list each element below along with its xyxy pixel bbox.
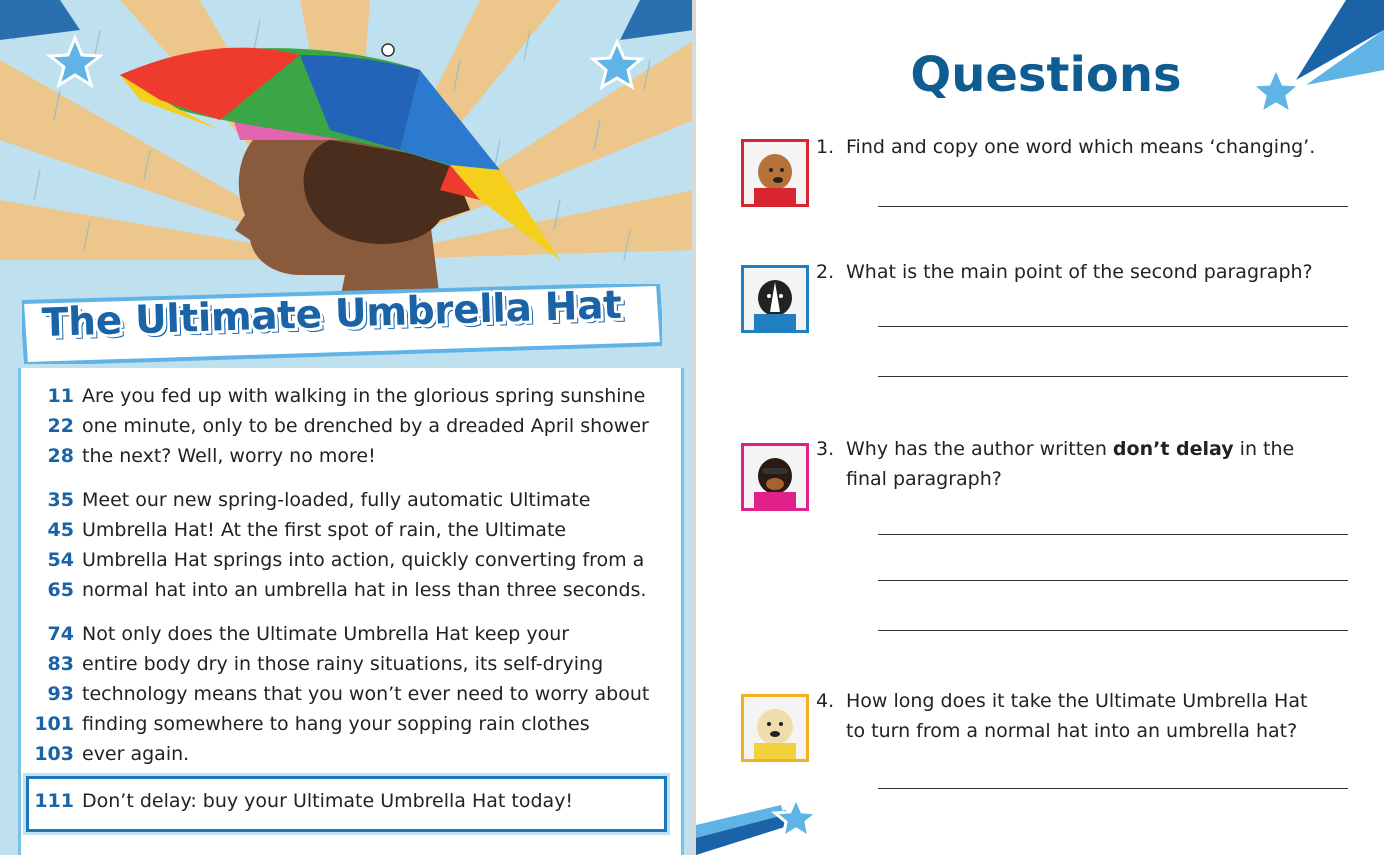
text-line: [30, 545, 670, 575]
line-number: 93: [47, 683, 74, 705]
text-line: [30, 649, 670, 679]
question-text: in the: [1233, 438, 1295, 460]
text-line: [30, 709, 670, 739]
line-text: one minute, only to be drenched by a dreaded April shower: [82, 415, 649, 437]
answer-line[interactable]: [878, 206, 1348, 207]
question-text-bold: don’t delay: [1112, 438, 1234, 460]
question-3: [816, 434, 1346, 494]
question-number: 2.: [816, 261, 835, 283]
line-text: finding somewhere to hang your sopping rain clothes: [82, 713, 590, 735]
line-text: Are you fed up with walking in the glorious spring sunshine: [82, 385, 646, 407]
line-text: normal hat into an umbrella hat in less than three seconds.: [82, 579, 647, 601]
question-text: Find and copy one word which means ‘changing’.: [846, 136, 1316, 158]
questions-heading: Questions: [910, 47, 1182, 103]
paragraph-2: [30, 485, 670, 605]
question-number: 3.: [816, 438, 835, 460]
question-text: How long does it take the Ultimate Umbrella Hat: [846, 690, 1308, 712]
question-text: to turn from a normal hat into an umbrella hat?: [846, 720, 1298, 742]
paragraph-1: [30, 381, 670, 471]
text-line: [30, 485, 670, 515]
line-number: 74: [47, 623, 74, 645]
question-2: [816, 257, 1346, 287]
text-line: [30, 679, 670, 709]
dog-terrier-icon: [741, 139, 809, 207]
text-line: [30, 411, 670, 441]
text-line: [30, 739, 670, 769]
text-line: [30, 786, 670, 816]
question-1: [816, 132, 1346, 162]
dog-rottweiler-icon: [741, 443, 809, 511]
line-text: the next? Well, worry no more!: [82, 445, 376, 467]
line-number: 101: [34, 713, 74, 735]
line-number: 11: [47, 385, 74, 407]
line-number: 54: [47, 549, 74, 571]
line-text: technology means that you won’t ever need to worry about: [82, 683, 650, 705]
line-text: Umbrella Hat! At the first spot of rain, the Ultimate: [82, 519, 567, 541]
question-text: What is the main point of the second paragraph?: [846, 261, 1313, 283]
line-number: 83: [47, 653, 74, 675]
line-number: 103: [34, 743, 74, 765]
line-text: Don’t delay: buy your Ultimate Umbrella Hat today!: [82, 790, 574, 812]
line-number: 65: [47, 579, 74, 601]
answer-line[interactable]: [878, 788, 1348, 789]
line-text: Umbrella Hat springs into action, quickly converting from a: [82, 549, 645, 571]
paragraph-3: [30, 619, 670, 769]
line-number: 35: [47, 489, 74, 511]
line-number: 111: [34, 790, 74, 812]
dog-retriever-icon: [741, 694, 809, 762]
answer-line[interactable]: [878, 534, 1348, 535]
question-number: 1.: [816, 136, 835, 158]
line-text: Meet our new spring-loaded, fully automatic Ultimate: [82, 489, 591, 511]
question-text: Why has the author written: [846, 438, 1113, 460]
line-text: ever again.: [82, 743, 190, 765]
passage-title: The Ultimate Umbrella Hat: [41, 282, 623, 346]
rainy-sky-illustration: [0, 0, 694, 300]
text-line: [30, 441, 670, 471]
line-text: entire body dry in those rainy situations, its self-drying: [82, 653, 604, 675]
answer-line[interactable]: [878, 326, 1348, 327]
line-number: 45: [47, 519, 74, 541]
answer-line[interactable]: [878, 376, 1348, 377]
star-decoration-top-right: [1236, 0, 1384, 120]
star-decoration-bottom-left: [696, 790, 826, 855]
line-number: 22: [47, 415, 74, 437]
line-number: 28: [47, 445, 74, 467]
questions-page: [696, 0, 1384, 855]
dog-collie-icon: [741, 265, 809, 333]
text-line: [30, 515, 670, 545]
text-line: [30, 575, 670, 605]
answer-line[interactable]: [878, 630, 1348, 631]
question-number: 4.: [816, 690, 835, 712]
line-text: Not only does the Ultimate Umbrella Hat keep your: [82, 623, 570, 645]
answer-line[interactable]: [878, 580, 1348, 581]
paragraph-final: [30, 786, 670, 816]
question-text: final paragraph?: [846, 468, 1002, 490]
text-line: [30, 619, 670, 649]
text-line: [30, 381, 670, 411]
question-4: [816, 686, 1346, 746]
